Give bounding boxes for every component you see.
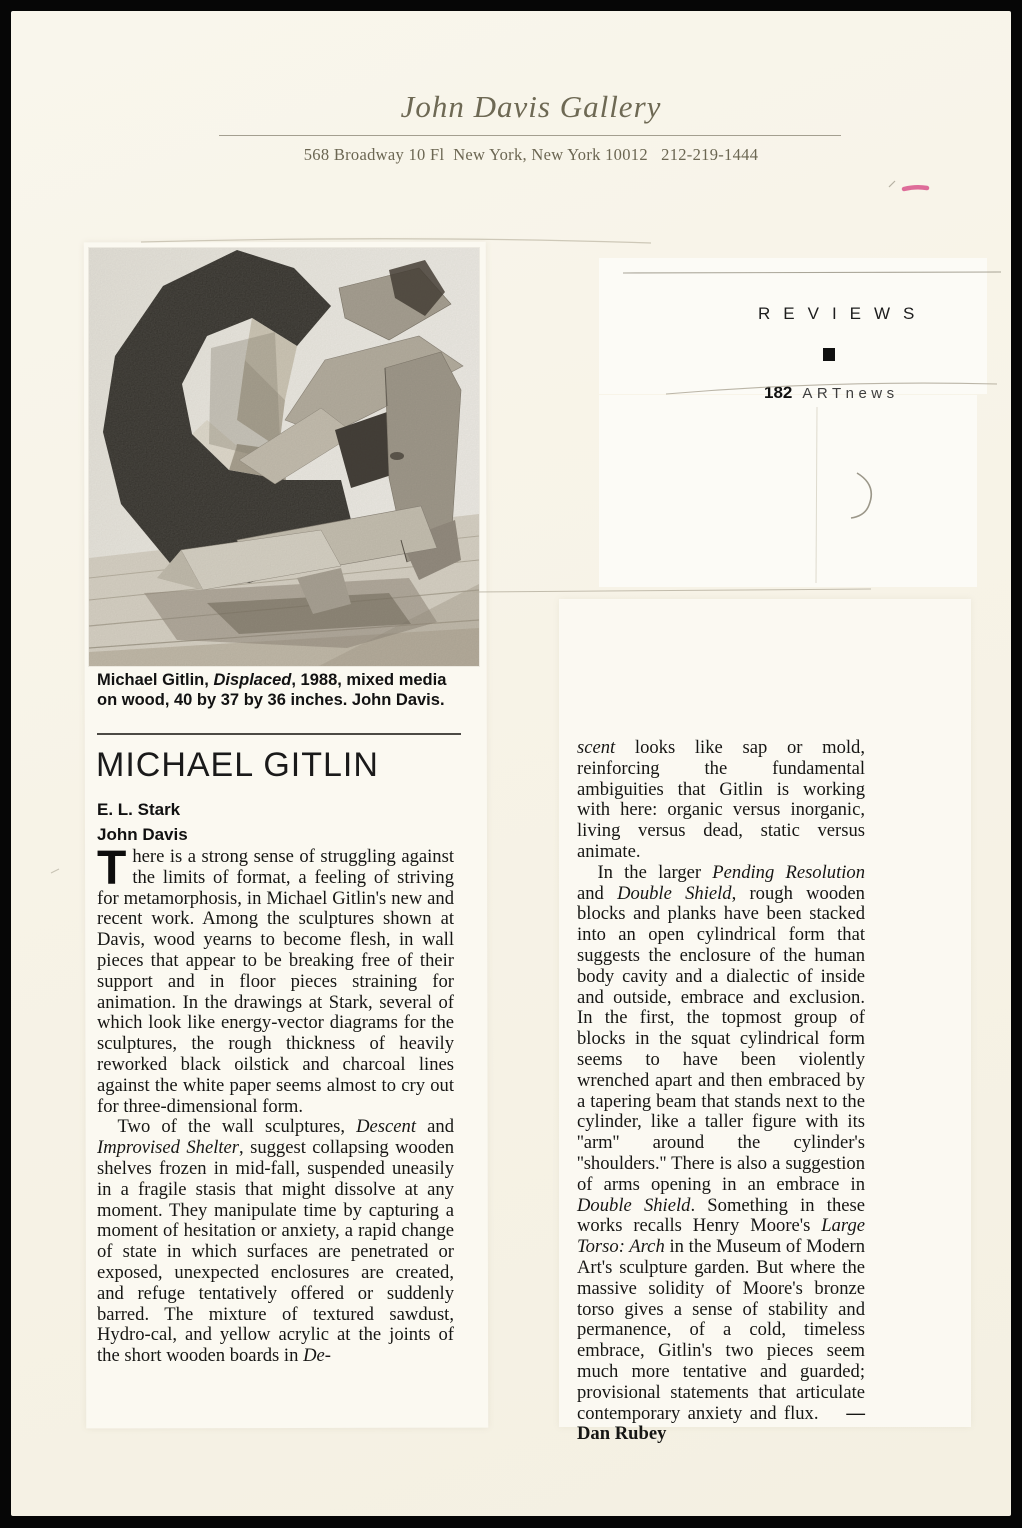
text-segment: De- <box>303 1345 331 1367</box>
text-segment: Pending Resolution <box>712 861 865 883</box>
magazine-name: ARTnews <box>802 385 899 402</box>
article-paragraph <box>97 1117 454 1367</box>
text-segment <box>819 1403 847 1424</box>
byline-line-1: E. L. Stark <box>97 800 181 819</box>
drop-cap: T <box>97 842 127 895</box>
gallery-name: John Davis Gallery <box>400 89 662 124</box>
text-segment: looks like sap or mold, reinforcing the fundamental ambiguities that Gitlin is working with here: organic versus inorganic, living versus dead, static versus animate. <box>577 737 865 862</box>
text-segment: Michael Gitlin, <box>97 671 214 689</box>
text-segment: , rough wooden blocks and planks have been stacked into an open cylindrical form that suggests the enclosure of the human body cavity and a dialectic of inside and outside, embrace and exclusion. In the first, the topmost group of blocks in the squat cylindrical form seems to have been violently wrenched apart and then embraced by a tapering beam that stands next to the cylinder, like a taller figure with its ''arm'' around the cylinder's ''shoulders.'' There is also a suggestion of arms opening in an embrace in <box>577 882 865 1195</box>
text-segment: and <box>416 1116 454 1138</box>
text-segment: In the larger <box>597 861 713 883</box>
photo-caption <box>97 670 469 710</box>
pasted-clipping-blank-strip <box>599 395 977 587</box>
section-label: REVIEWS <box>758 304 928 323</box>
sculpture-photo-svg <box>89 248 479 666</box>
letterhead <box>31 89 1011 125</box>
text-segment: Descent <box>356 1116 417 1138</box>
magazine-folio <box>764 383 899 403</box>
article-title: MICHAEL GITLIN <box>96 746 379 784</box>
text-segment: , suggest collapsing wooden shelves frozen in mid-fall, suspended uneasily in a fragile stasis that might dissolve at any moment. They manipulate time by capturing a moment of hesitation or anxiety, a rapid change of state in which surfaces are penetrated or exposed, unexpected enclosures are created, and refuge tentatively offered or suddenly barred. The mixture of textured sawdust, Hydro-cal, and yellow acrylic at the joints of the short wooden boards in <box>97 1137 455 1367</box>
gray-tick-mark <box>889 181 895 187</box>
article-paragraph <box>577 863 865 1445</box>
article-column-1 <box>97 842 455 1367</box>
text-segment: . Something in these works recalls Henry Moore's <box>577 1194 865 1237</box>
byline-line-2: John Davis <box>97 825 188 844</box>
page-number: 182 <box>764 383 793 402</box>
clipping-edge-middle <box>473 589 871 592</box>
text-segment: scent <box>577 737 616 758</box>
letterhead-rule <box>219 135 841 136</box>
text-segment: , 1988, mixed media on wood, 40 by 37 by 36 inches. John Davis. <box>97 671 447 709</box>
text-segment: Improvised Shelter <box>97 1137 240 1159</box>
text-segment: Double Shield <box>617 882 732 904</box>
caption-rule <box>97 733 461 735</box>
article-paragraph <box>97 842 454 1117</box>
text-segment: Two of the wall sculptures, <box>117 1116 357 1138</box>
text-segment: in the Museum of Modern Art's sculpture garden. But where the massive solidity of Moore's bronze torso gives a sense of stability and permanence, of a cold, timeless embrace, Gitlin's two pieces seem much more tentative and guarded; provisional statements that articulate contemporary anxiety and flux. <box>577 1236 865 1424</box>
gallery-address: 568 Broadway 10 Fl New York, New York 10012 212-219-1444 <box>303 145 759 164</box>
text-segment: Displaced <box>213 671 292 689</box>
article-column-2 <box>577 738 865 1445</box>
paper-page <box>11 11 1011 1516</box>
sculpture-photo <box>89 248 479 666</box>
text-segment: —Dan Rubey <box>577 1402 865 1445</box>
section-square-marker <box>823 348 835 361</box>
stray-mark <box>51 869 59 873</box>
article-paragraph <box>577 738 865 863</box>
text-segment: here is a strong sense of struggling against the limits of format, a feeling of striving for metamorphosis, in Michael Gitlin's new and recent work. Among the sculptures shown at Davis, wood yearns to become flesh, in wall pieces that appear to be breaking free of their support and in floor pieces straining for animation. In the drawings at Stark, several of which look like energy-vector diagrams for the sculptures, the rough thickness of heavily reworked black oilstick and charcoal lines against the white paper seems almost to cry out for three-dimensional form. <box>97 846 454 1117</box>
article-byline <box>97 797 188 847</box>
text-segment: Large Torso: Arch <box>577 1215 865 1258</box>
pasted-clipping-reviews-strip <box>599 258 987 394</box>
pink-pen-mark <box>904 187 927 189</box>
text-segment: Double Shield <box>577 1194 691 1216</box>
text-segment: and <box>577 882 618 904</box>
